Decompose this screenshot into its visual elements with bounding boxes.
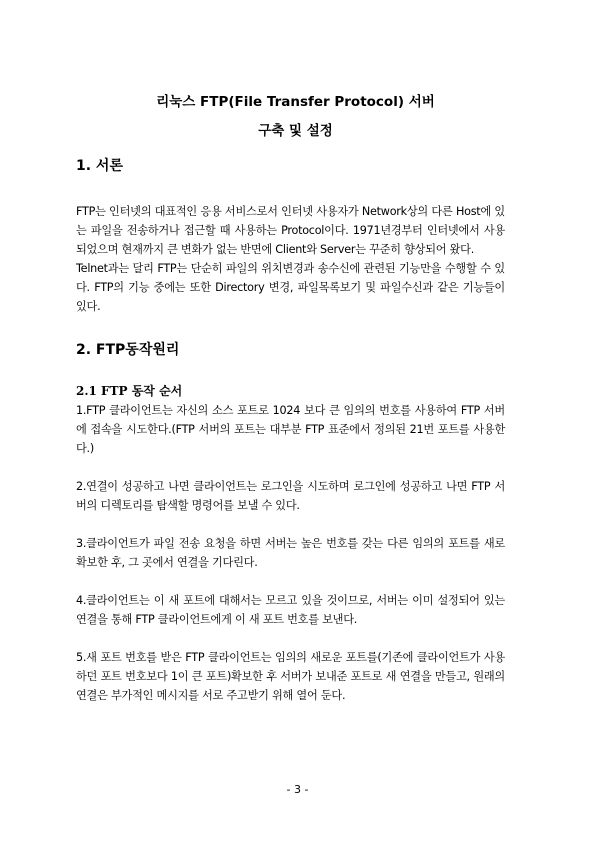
document-title <box>76 90 505 143</box>
step-paragraph-1: 1.FTP 클라이언트는 자신의 소스 포트로 1024 보다 큰 임의의 번호를 사용하여 FTP 서버에 접속을 시도한다.(FTP 서버의 포트는 대부분 FTP 표준에서 정의된 21번 포트를 사용한다.) <box>76 404 505 455</box>
intro-paragraph-2: Telnet과는 달리 FTP는 단순히 파일의 위치변경과 송수신에 관련된 기능만을 수행할 수 있다. FTP의 기능 중에는 또한 Directory 변경, 파일목록보기 및 파일수신과 같은 기능들이 있다. <box>76 262 505 313</box>
subsection-heading-ftp-sequence: 2.1 FTP 동작 순서 <box>76 384 183 398</box>
title-line-2: 구축 및 설정 <box>258 123 333 139</box>
title-line-1: 리눅스 FTP(File Transfer Protocol) 서버 <box>156 94 435 110</box>
page-number: - 3 - <box>286 783 309 796</box>
section-heading-ftp-principle: 2. FTP동작원리 <box>76 342 180 358</box>
intro-paragraph-1: FTP는 인터넷의 대표적인 응용 서비스로서 인터넷 사용자가 Network상의 다른 Host에 있는 파일을 전송하거나 접근할 때 사용하는 Protocol이다. 1971년경부터 인터넷에서 사용되었으며 현재까지 큰 변화가 없는 반면에 Client와 Server는 꾸준히 향상되어 왔다. <box>76 205 505 256</box>
step-paragraph-5: 5.새 포트 번호를 받은 FTP 클라이언트는 임의의 새로운 포트를(기존에 클라이언트가 사용하던 포트 번호보다 1이 큰 포트)확보한 후 서버가 보내준 포트로 새 연결을 만들고, 원래의 연결은 부가적인 메시지를 서로 주고받기 위해 열어 둔다. <box>76 651 505 702</box>
step-paragraph-4: 4.클라이언트는 이 새 포트에 대해서는 모르고 있을 것이므로, 서버는 이미 설정되어 있는 연결을 통해 FTP 클라이언트에게 이 새 포트 번호를 보낸다. <box>76 594 505 626</box>
section-heading-introduction: 1. 서론 <box>76 158 123 174</box>
step-paragraph-3: 3.클라이언트가 파일 전송 요청을 하면 서버는 높은 번호를 갖는 다른 임의의 포트를 새로 확보한 후, 그 곳에서 연결을 기다린다. <box>76 537 505 569</box>
step-paragraph-2: 2.연결이 성공하고 나면 클라이언트는 로그인을 시도하며 로그인에 성공하고 나면 FTP 서버의 디렉토리를 탐색할 명령어를 보낼 수 있다. <box>76 480 505 512</box>
